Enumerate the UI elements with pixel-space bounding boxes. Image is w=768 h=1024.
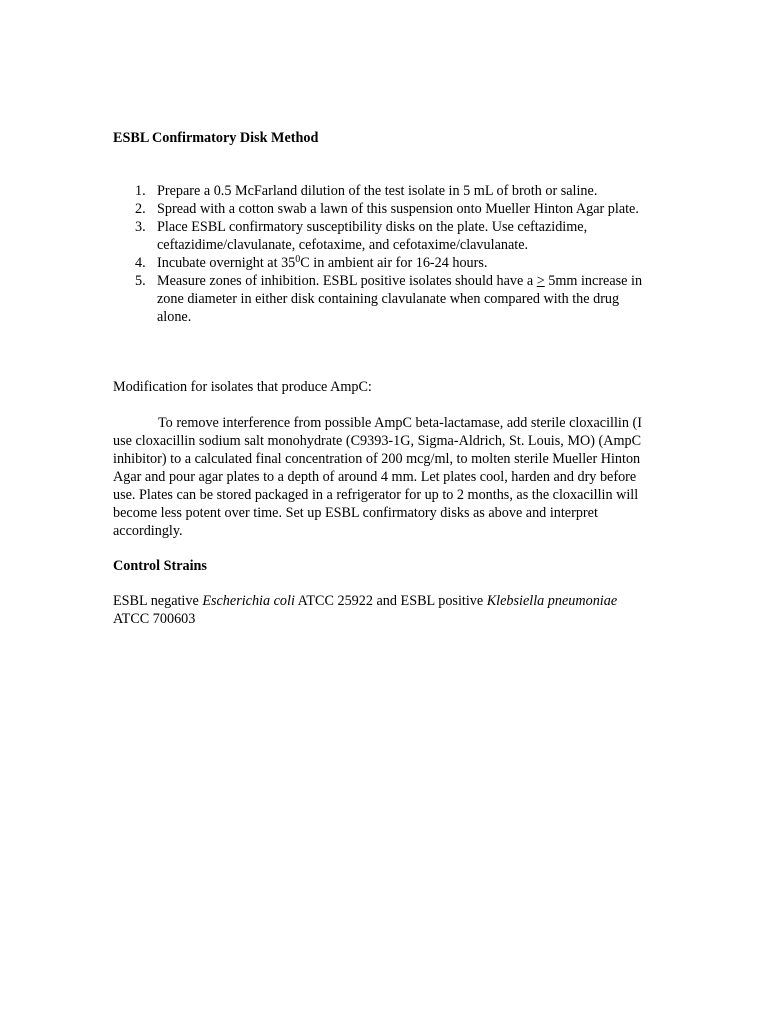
step-text-before: Incubate overnight at 35 — [157, 255, 296, 271]
degree-superscript: 0 — [295, 254, 301, 265]
document-title: ESBL Confirmatory Disk Method — [113, 130, 319, 146]
step-number: 1. — [135, 183, 146, 199]
list-item — [113, 218, 653, 254]
organism-name: Klebsiella pneumoniae — [486, 593, 618, 609]
step-text — [157, 254, 653, 272]
step-number: 4. — [135, 255, 146, 271]
step-text: Spread with a cotton swab a lawn of this suspension onto Mueller Hinton Agar plate. — [157, 201, 639, 217]
step-text-after: 5mm increase in zone diameter in either disk containing clavulanate when compared with the drug alone. — [157, 273, 643, 325]
greater-equal-symbol: > — [536, 273, 545, 289]
organism-name: Escherichia coli — [202, 593, 295, 609]
step-text: Place ESBL confirmatory susceptibility disks on the plate. Use ceftazidime, ceftazidime/clavulanate, cefotaxime, and cefotaxime/clavulanate. — [157, 219, 588, 253]
list-item — [113, 182, 653, 200]
step-number: 5. — [135, 273, 146, 289]
control-strains-paragraph — [113, 592, 653, 628]
step-number: 2. — [135, 201, 146, 217]
control-strains-heading: Control Strains — [113, 558, 207, 574]
modification-paragraph: To remove interference from possible AmpC beta-lactamase, add sterile cloxacillin (I use cloxacillin sodium salt monohydrate (C9393-1G, Sigma-Aldrich, St. Louis, MO) (AmpC inhibitor) to a calculated final concentration of 200 mcg/ml, to molten sterile Mueller Hinton Agar and pour agar plates to a depth of around 4 mm. Let plates cool, harden and dry before use. Plates can be stored packaged in a refrigerator for up to 2 months, as the cloxacillin will become less potent over time. Set up ESBL confirmatory disks as above and interpret accordingly. — [113, 415, 642, 539]
control-text-1: ESBL negative — [113, 593, 203, 609]
control-text-2: ATCC 25922 and ESBL positive — [294, 593, 487, 609]
step-text — [157, 272, 653, 326]
list-item — [113, 272, 653, 326]
list-item — [113, 254, 653, 272]
step-text-before: Measure zones of inhibition. ESBL positive isolates should have a — [157, 273, 537, 289]
step-text: Prepare a 0.5 McFarland dilution of the test isolate in 5 mL of broth or saline. — [157, 183, 598, 199]
step-text-after: C in ambient air for 16-24 hours. — [300, 255, 488, 271]
procedure-steps — [113, 182, 653, 326]
modification-heading: Modification for isolates that produce AmpC: — [113, 379, 372, 395]
control-text-3: ATCC 700603 — [113, 611, 196, 627]
step-number: 3. — [135, 219, 146, 235]
list-item — [113, 200, 653, 218]
